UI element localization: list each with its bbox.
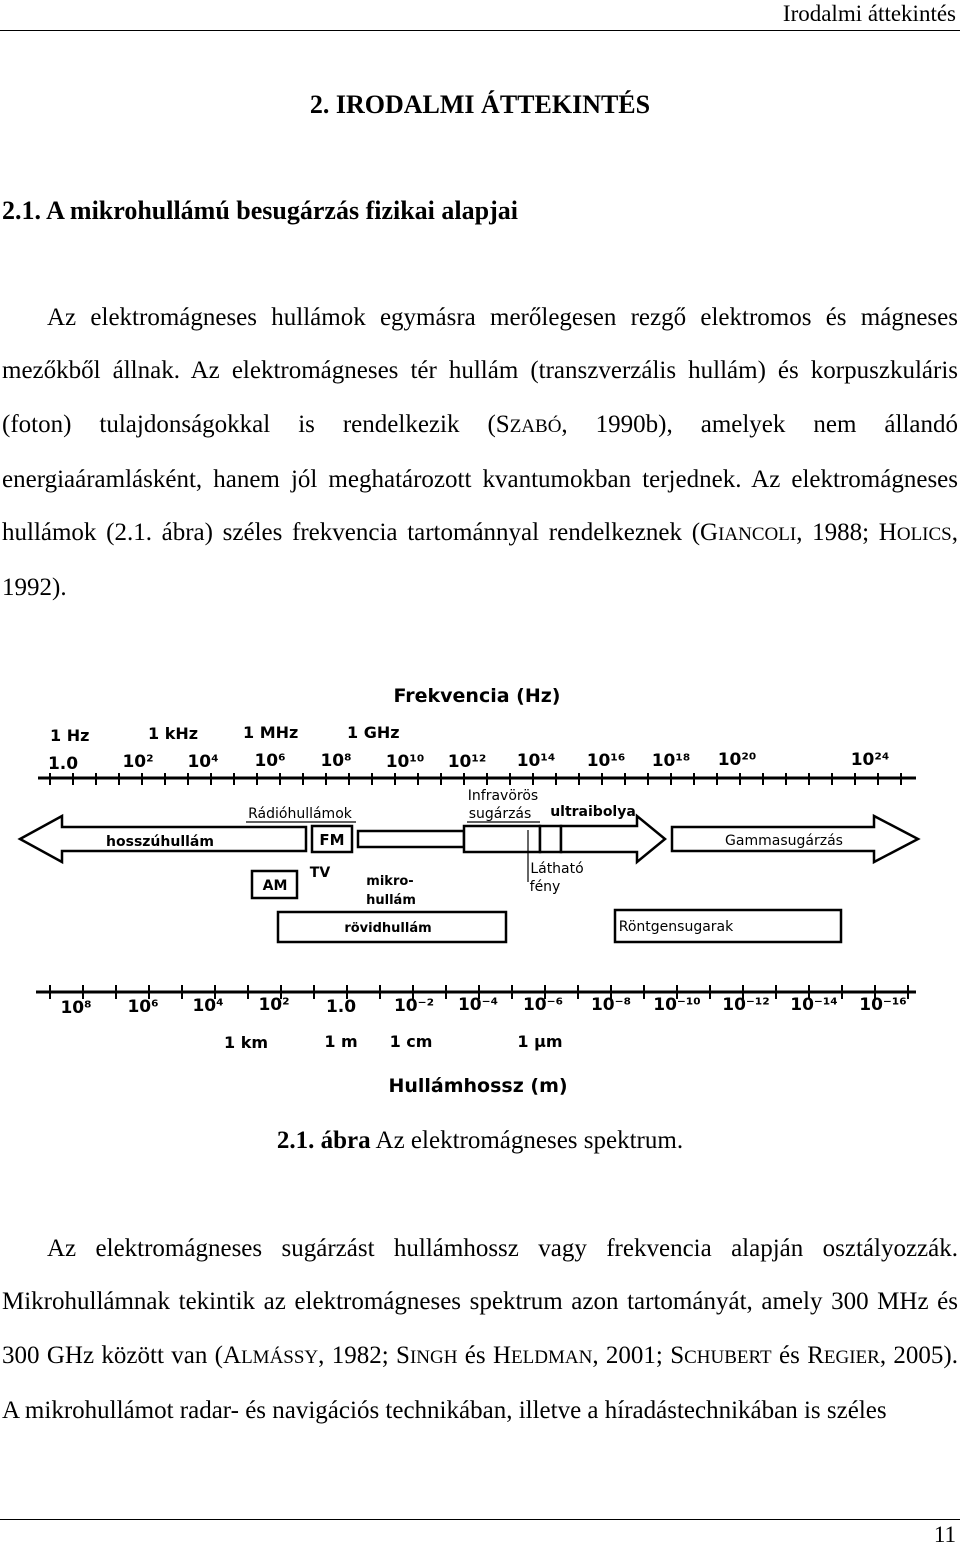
top-axis <box>38 773 916 785</box>
freq-unit-1khz: 1 kHz <box>148 724 199 743</box>
author-almassy: ALMÁSSY <box>223 1341 319 1369</box>
freq-tick: 10⁴ <box>187 752 219 772</box>
gamma-label: Gammasugárzás <box>725 833 843 849</box>
wavelength-unit-1km: 1 km <box>223 1033 269 1052</box>
wavelength-tick: 10² <box>258 995 290 1015</box>
freq-tick: 10¹⁶ <box>586 751 626 771</box>
wavelength-tick: 10⁶ <box>127 997 159 1017</box>
para1-text-2: , 1990b), amelyek nem állandó energiaáramlásként, hanem jól meghatározott kvantumokban terjednek. Az elektromágneses hullámok (2.1. ábra) széles frekvencia tartománnyal rendelkeznek ( <box>2 410 958 547</box>
freq-tick: 10²⁴ <box>850 750 890 770</box>
freq-tick: 10⁶ <box>254 751 286 771</box>
header-rule <box>0 30 960 31</box>
infrared-label-1: Infravörös <box>467 788 539 804</box>
para2-text-3: és <box>457 1341 493 1369</box>
ultraviolet-label: ultraibolya <box>550 804 636 820</box>
author-singh: SINGH <box>396 1341 458 1369</box>
infrared-label-2: sugárzás <box>468 806 532 822</box>
caption-label: 2.1. ábra <box>276 1127 371 1154</box>
visible-box <box>540 826 561 852</box>
running-head: Irodalmi áttekintés <box>782 1 956 26</box>
wavelength-tick: 10⁻⁴ <box>457 995 499 1015</box>
freq-tick: 10¹⁸ <box>651 751 691 771</box>
para2-text-6: , 2005). A mikrohullámot radar- és navigációs technikában, illetve a híradástechnikában is széles <box>2 1341 959 1424</box>
para1-text-3: , 1988; <box>796 519 879 547</box>
freq-tick: 10²⁰ <box>717 750 757 770</box>
ultraviolet-arrow <box>561 816 665 862</box>
visible-label-1: Látható <box>530 861 584 877</box>
author-schubert: SCHUBERT <box>670 1341 772 1369</box>
spectrum-figure <box>0 670 960 1115</box>
freq-unit-1mhz: 1 MHz <box>243 723 299 742</box>
wavelength-tick: 10⁻¹⁶ <box>859 995 907 1015</box>
freq-tick: 10¹⁴ <box>516 751 556 771</box>
microwave-label-2: hullám <box>366 893 416 908</box>
figure-caption <box>0 1124 960 1158</box>
microwave-label-1: mikro- <box>366 874 414 889</box>
wavelength-tick: 10⁻⁶ <box>522 995 564 1015</box>
xray-label: Röntgensugarak <box>618 919 734 935</box>
wavelength-tick: 10⁻² <box>393 996 435 1016</box>
freq-tick: 10¹² <box>447 752 487 772</box>
para1-text-4: , 1992). <box>2 519 959 602</box>
tv-label: TV <box>309 865 331 881</box>
freq-tick: 1.0 <box>47 754 79 774</box>
wavelength-tick: 10⁸ <box>60 998 92 1018</box>
para2-text-4: , 2001; <box>592 1341 671 1369</box>
paragraph-intro <box>2 291 958 615</box>
para2-text-1: Az elektromágneses sugárzást hullámhossz vagy frekvencia alapján osztályozzák. Mikrohullámnak tekintik az elektromágneses spektrum azon tartományát, amely 300 MHz és 300 GHz között van ( <box>2 1235 958 1369</box>
freq-tick: 10² <box>122 752 154 772</box>
author-holics: HOLICS <box>878 519 952 547</box>
short-wave-label: rövidhullám <box>344 921 432 936</box>
author-szabo: SZABÓ <box>495 410 562 438</box>
wavelength-unit-1cm: 1 cm <box>389 1032 433 1051</box>
para2-text-5: és <box>771 1341 808 1369</box>
caption-text: Az elektromágneses spektrum. <box>370 1127 684 1154</box>
freq-tick: 10¹⁰ <box>385 752 425 772</box>
freq-unit-1ghz: 1 GHz <box>347 723 400 742</box>
paragraph-classification <box>2 1222 958 1437</box>
para2-text-2: , 1982; <box>318 1341 397 1369</box>
wavelength-tick: 10⁻¹⁰ <box>653 995 701 1015</box>
section-title: 2.1. A mikrohullámú besugárzás fizikai alapjai <box>2 196 518 225</box>
wavelength-tick: 10⁴ <box>192 996 224 1016</box>
wavelength-unit-1um: 1 μm <box>517 1032 563 1051</box>
long-wave-label: hosszúhullám <box>106 834 214 850</box>
author-giancoli: GIANCOLI <box>700 519 797 547</box>
freq-unit-1hz: 1 Hz <box>50 726 90 745</box>
fm-label: FM <box>319 831 345 849</box>
page-number: 11 <box>933 1522 956 1547</box>
wavelength-axis-title: Hullámhossz (m) <box>388 1075 568 1097</box>
para1-text-1: Az elektromágneses hullámok egymásra merőlegesen rezgő elektromos és mágneses mezőkből állnak. Az elektromágneses tér hullám (transzverzális hullám) és korpuszkuláris (foton) tulajdonságokkal is rendelkezik ( <box>2 304 958 438</box>
visible-label-2: fény <box>529 879 561 895</box>
freq-tick: 10⁸ <box>320 751 352 771</box>
radio-waves-label: Rádióhullámok <box>248 806 352 822</box>
spectrum-diagram <box>0 670 960 1115</box>
chapter-title: 2. IRODALMI ÁTTEKINTÉS <box>309 90 651 119</box>
wavelength-tick: 10⁻¹² <box>722 995 770 1015</box>
author-heldman: HELDMAN <box>492 1341 593 1369</box>
author-regier: REGIER <box>807 1341 880 1369</box>
wavelength-tick: 10⁻⁸ <box>590 995 632 1015</box>
am-label: AM <box>262 878 288 894</box>
wavelength-unit-1m: 1 m <box>324 1032 358 1051</box>
footer-rule <box>0 1519 960 1520</box>
wavelength-tick: 1.0 <box>325 997 357 1017</box>
frequency-axis-title: Frekvencia (Hz) <box>393 685 561 707</box>
wavelength-tick: 10⁻¹⁴ <box>790 995 838 1015</box>
